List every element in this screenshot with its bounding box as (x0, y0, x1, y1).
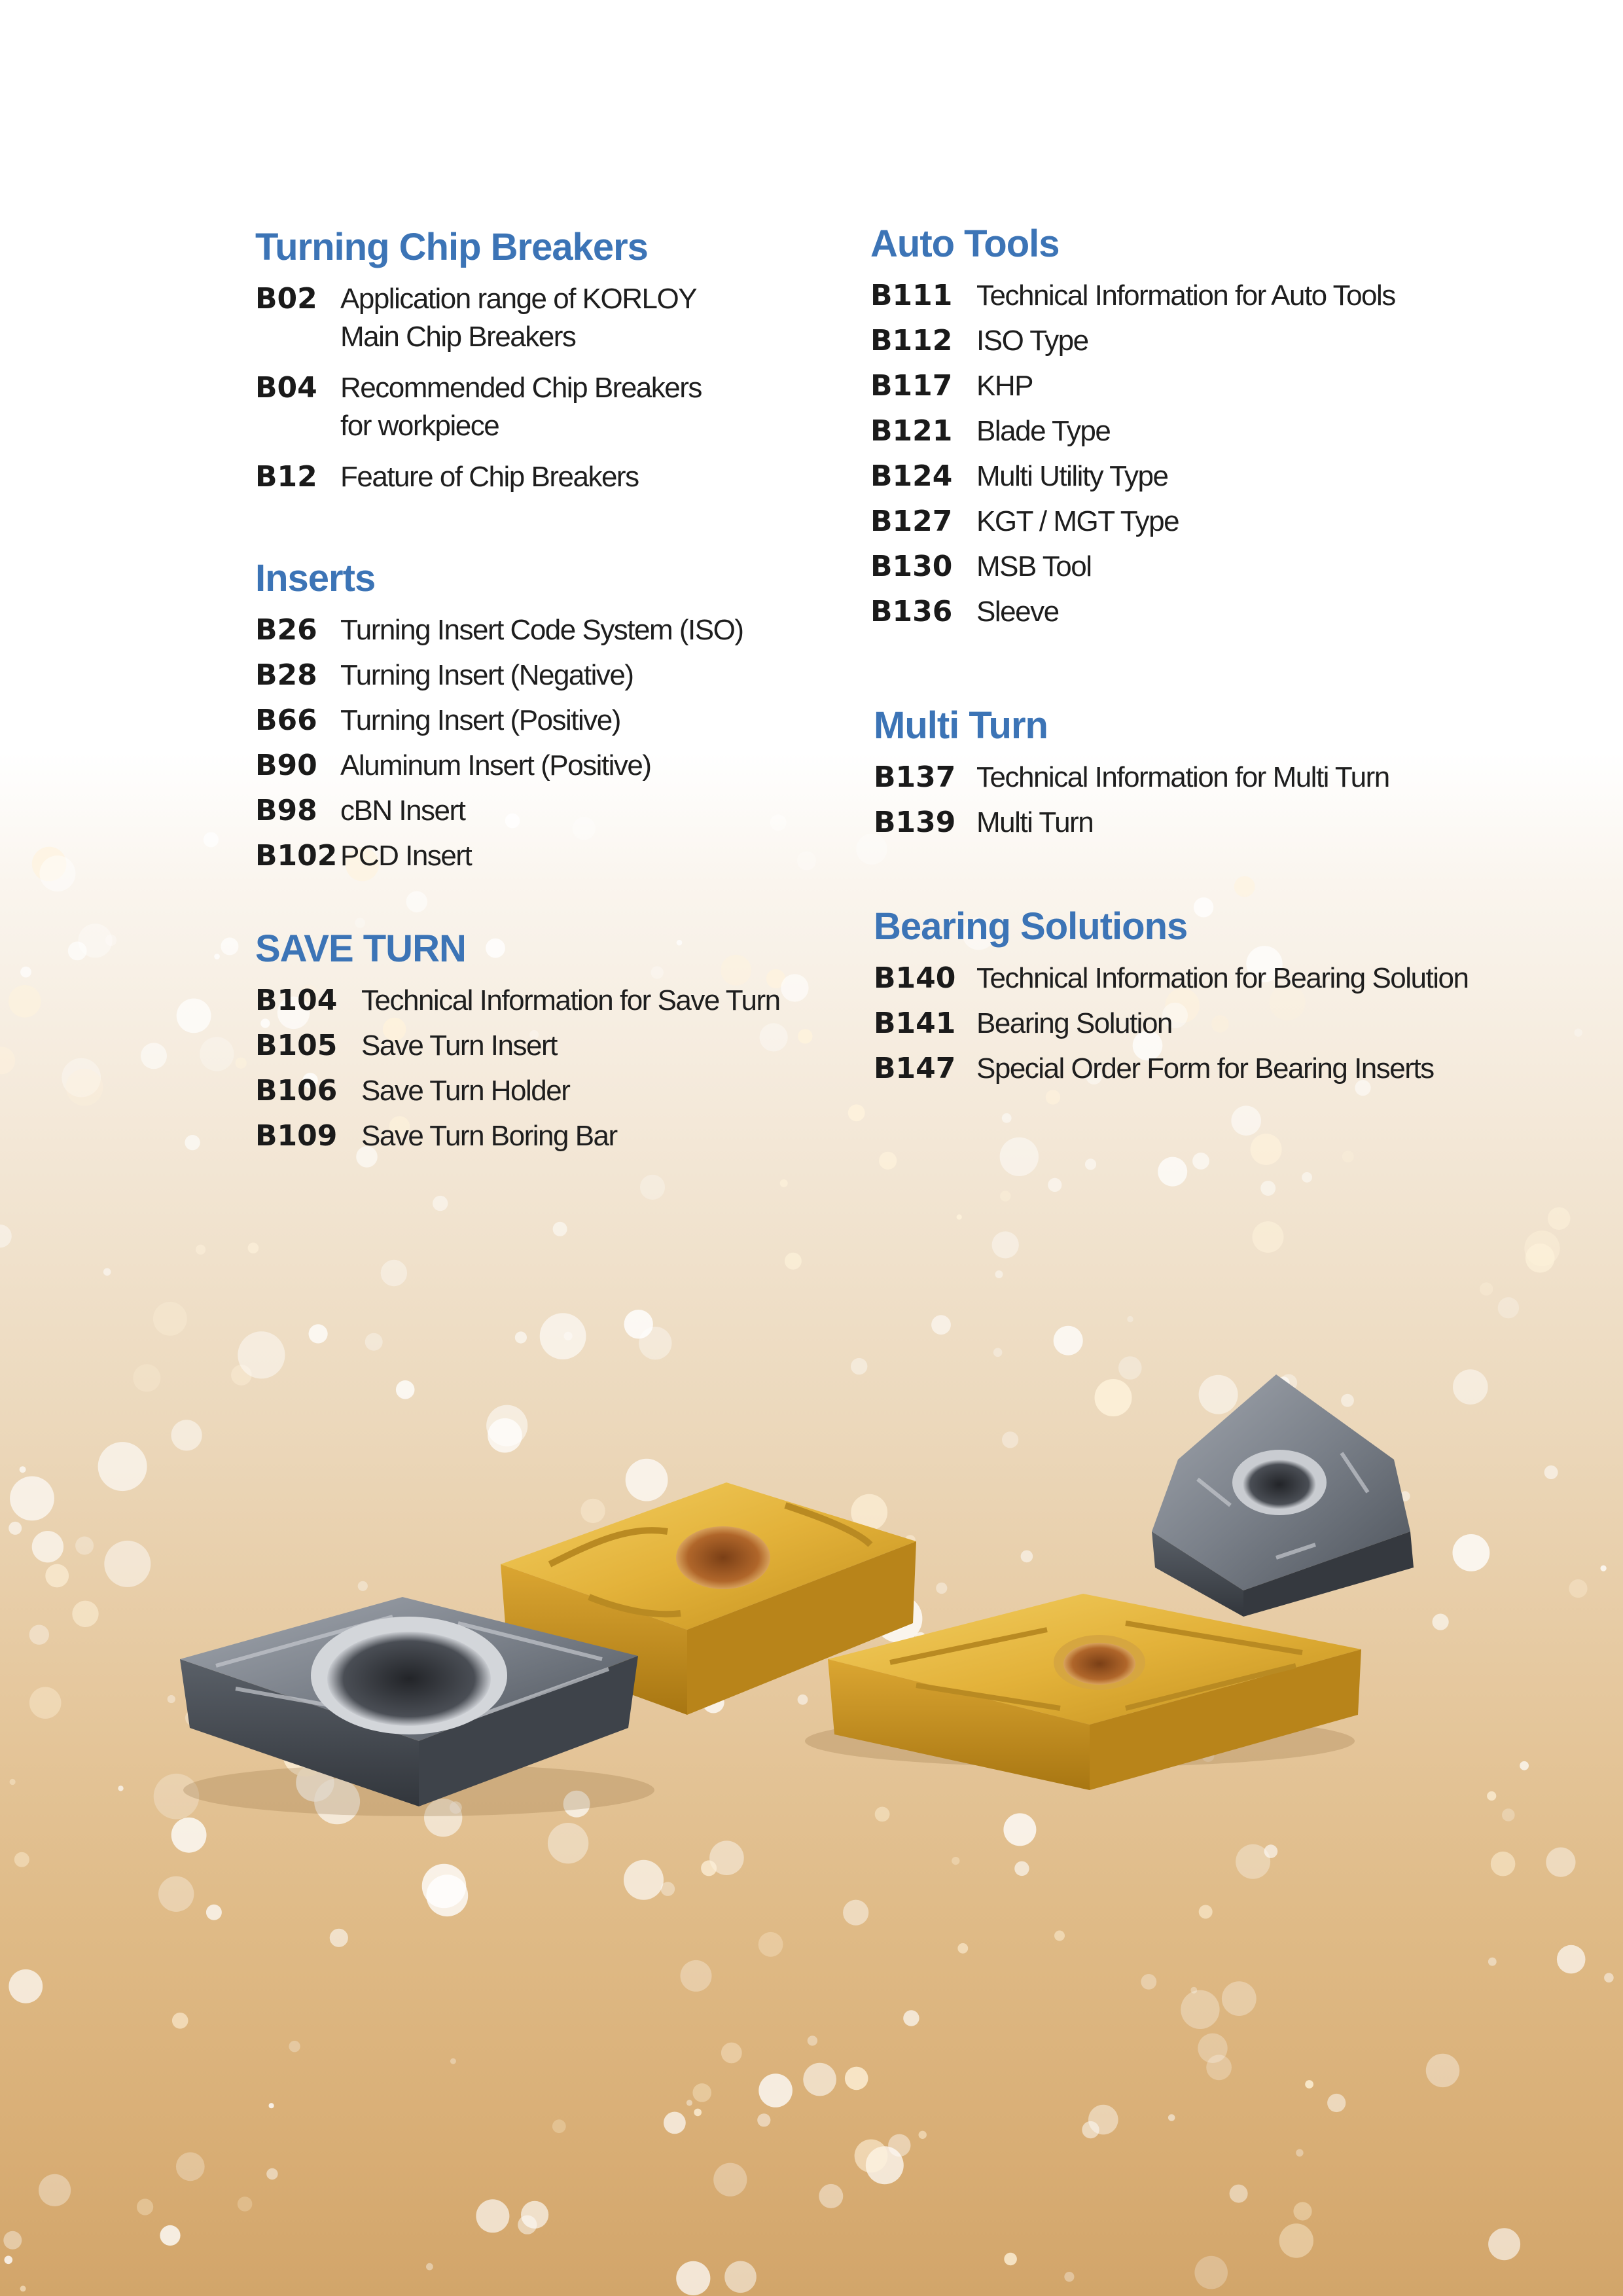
bokeh-dot (214, 954, 220, 960)
bokeh-dot (879, 1152, 897, 1170)
bokeh-dot (521, 2201, 548, 2229)
bokeh-dot (20, 967, 31, 978)
page-code: B90 (255, 748, 317, 782)
bokeh-dot (1181, 1990, 1219, 2029)
bokeh-dot (406, 891, 427, 912)
bokeh-dot (1251, 1134, 1282, 1165)
bokeh-dot (476, 2199, 509, 2233)
bokeh-dot (1231, 1105, 1261, 1136)
bokeh-dot (1048, 1178, 1061, 1192)
bokeh-dot (433, 1196, 448, 1211)
bokeh-dot (1141, 1974, 1156, 1990)
bokeh-dot (137, 2198, 153, 2215)
bokeh-dot (185, 1135, 200, 1150)
bokeh-dot (1000, 1191, 1010, 1201)
entry-label: Sleeve (976, 595, 1059, 628)
bokeh-dot (103, 1268, 111, 1276)
toc-entry[interactable] (255, 1072, 844, 1110)
bokeh-dot (426, 2263, 433, 2270)
page-code: B02 (255, 281, 317, 315)
bokeh-dot (1260, 1181, 1275, 1196)
bokeh-dot (1085, 1158, 1096, 1170)
entry-label: Special Order Form for Bearing Inserts (976, 1052, 1434, 1085)
bokeh-dot (903, 2010, 919, 2026)
bokeh-dot (931, 1315, 951, 1335)
bokeh-dot (1190, 1987, 1197, 1994)
entry-label: PCD Insert (340, 839, 472, 872)
bokeh-dot (176, 2152, 205, 2181)
section-title: Turning Chip Breakers (255, 226, 648, 268)
bokeh-dot (957, 1943, 968, 1954)
section-title: Auto Tools (870, 223, 1060, 265)
toc-entry[interactable] (255, 611, 844, 649)
entry-label: Turning Insert (Negative) (340, 658, 633, 691)
page-code: B124 (870, 459, 953, 493)
bokeh-dot (845, 2067, 868, 2090)
page-code: B104 (255, 983, 338, 1017)
bokeh-dot (5, 2256, 13, 2265)
bokeh-dot (1234, 876, 1255, 897)
bokeh-dot (1230, 2185, 1248, 2203)
toc-entry[interactable] (870, 367, 1525, 405)
toc-entry[interactable] (255, 656, 844, 694)
page-code: B127 (870, 504, 953, 538)
page-code: B136 (870, 594, 953, 628)
toc-entry[interactable] (874, 804, 1528, 842)
bokeh-dot (1488, 2228, 1520, 2260)
toc-entry[interactable] (870, 548, 1525, 586)
entry-label: Recommended Chip Breakers for workpiece (340, 371, 702, 442)
toc-entry[interactable] (255, 280, 844, 356)
bokeh-dot (692, 2083, 711, 2102)
toc-entry[interactable] (255, 792, 844, 830)
bokeh-dot (269, 2103, 274, 2108)
page-code: B121 (870, 414, 953, 448)
bokeh-dot (78, 924, 112, 958)
bokeh-dot (221, 937, 238, 955)
bokeh-dot (1253, 1221, 1284, 1253)
bokeh-dot (141, 1043, 167, 1069)
toc-entry[interactable] (874, 1005, 1561, 1043)
entry-label: ISO Type (976, 324, 1088, 357)
cutting-inserts-illustration (0, 1342, 1623, 1865)
toc-entry[interactable] (870, 593, 1525, 631)
entry-label: Save Turn Holder (361, 1074, 570, 1107)
bokeh-dot (552, 2119, 566, 2133)
entry-label: Feature of Chip Breakers (340, 460, 639, 493)
entry-label: KHP (976, 369, 1033, 402)
grey-trigon-insert (1152, 1374, 1414, 1617)
page-code: B26 (255, 613, 317, 647)
entry-label: Multi Utility Type (976, 459, 1168, 492)
bokeh-dot (992, 1231, 1019, 1258)
bokeh-dot (153, 1302, 187, 1336)
bokeh-dot (1198, 2034, 1227, 2063)
bokeh-dot (1293, 2202, 1311, 2220)
entry-label: KGT / MGT Type (976, 505, 1179, 537)
bokeh-dot (236, 1058, 247, 1069)
bokeh-dot (1194, 2256, 1228, 2289)
section-save-turn (255, 928, 844, 1162)
bokeh-dot (1000, 1138, 1039, 1176)
bokeh-dot (758, 2073, 793, 2108)
bokeh-dot (803, 2063, 836, 2096)
bokeh-dot (158, 1876, 194, 1912)
entry-label: Turning Insert Code System (ISO) (340, 613, 743, 646)
page-code: B137 (874, 760, 956, 794)
entry-label: Blade Type (976, 414, 1111, 447)
bokeh-dot (919, 2131, 927, 2139)
bokeh-dot (204, 832, 219, 847)
toc-entry[interactable] (255, 702, 844, 740)
section-auto-tools (870, 223, 1525, 638)
bokeh-dot (3, 2231, 22, 2250)
bokeh-dot (694, 2109, 702, 2117)
toc-entry[interactable] (870, 322, 1525, 360)
entry-label: Technical Information for Save Turn (361, 984, 780, 1016)
bokeh-dot (422, 1864, 467, 1909)
toc-entry[interactable] (255, 458, 844, 496)
bokeh-dot (843, 1900, 868, 1926)
toc-entry[interactable] (255, 369, 844, 445)
bokeh-dot (1296, 2149, 1303, 2157)
bokeh-dot (1302, 1172, 1312, 1183)
entry-label: Multi Turn (976, 806, 1094, 838)
entry-label: Application range of KORLOY Main Chip Breakers (340, 282, 697, 353)
page-code: B28 (255, 658, 317, 692)
bokeh-dot (995, 1270, 1003, 1278)
bokeh-dot (1088, 2105, 1118, 2135)
page-code: B140 (874, 961, 956, 995)
bokeh-dot (355, 918, 365, 928)
bokeh-dot (758, 1932, 783, 1957)
bokeh-dot (724, 2261, 757, 2293)
toc-entry[interactable] (255, 1027, 844, 1065)
page-code: B12 (255, 459, 317, 493)
bokeh-dot (1222, 1981, 1257, 2016)
entry-label: Aluminum Insert (Positive) (340, 749, 651, 781)
bokeh-dot (9, 1969, 43, 2003)
toc-entry[interactable] (874, 759, 1528, 797)
bokeh-dot (1548, 1207, 1571, 1230)
page-code: B109 (255, 1119, 338, 1153)
bokeh-dot (289, 2041, 300, 2052)
bokeh-dot (206, 1905, 222, 1920)
bokeh-dot (1168, 2114, 1175, 2121)
bokeh-dot (39, 855, 75, 891)
bokeh-dot (848, 1104, 865, 1121)
bokeh-dot (624, 1860, 664, 1900)
toc-entry[interactable] (870, 412, 1525, 450)
toc-entry[interactable] (874, 1050, 1561, 1088)
bokeh-dot (200, 1037, 234, 1071)
entry-label: Save Turn Insert (361, 1029, 557, 1062)
bokeh-dot (266, 2168, 277, 2179)
bokeh-dot (381, 1260, 407, 1286)
page-code: B111 (870, 278, 953, 312)
bokeh-dot (553, 1222, 567, 1236)
toc-entry[interactable] (255, 837, 844, 875)
section-title: Multi Turn (874, 704, 1048, 747)
bokeh-dot (330, 1929, 348, 1947)
bokeh-dot (248, 1243, 259, 1254)
bokeh-dot (1158, 1157, 1187, 1187)
bokeh-dot (1426, 2054, 1459, 2087)
bokeh-dot (1004, 2253, 1017, 2266)
bokeh-dot (1002, 1113, 1012, 1123)
page-code: B139 (874, 805, 956, 839)
bokeh-dot (196, 1245, 205, 1255)
bokeh-dot (681, 1960, 712, 1992)
section-title: Bearing Solutions (874, 905, 1188, 948)
bokeh-dot (9, 985, 41, 1018)
section-title: Inserts (255, 557, 376, 600)
section-turning-chip-breakers (255, 226, 844, 503)
bokeh-dot (713, 2163, 747, 2197)
page-code: B112 (870, 323, 953, 357)
page-code: B141 (874, 1006, 956, 1040)
toc-entry[interactable] (255, 747, 844, 785)
bokeh-dot (20, 2286, 26, 2291)
page-code: B117 (870, 368, 953, 403)
entry-label: Save Turn Boring Bar (361, 1119, 617, 1152)
bokeh-dot (855, 2140, 888, 2173)
page-code: B147 (874, 1051, 956, 1085)
bokeh-dot (1199, 1905, 1213, 1919)
toc-entry[interactable] (870, 503, 1525, 541)
bokeh-dot (0, 1225, 12, 1247)
bokeh-dot (0, 1047, 15, 1074)
bokeh-dot (1054, 1931, 1065, 1941)
bokeh-dot (757, 2113, 770, 2126)
bokeh-dot (177, 999, 211, 1033)
page-code: B66 (255, 703, 317, 737)
entry-label: Technical Information for Multi Turn (976, 761, 1389, 793)
toc-entry[interactable] (874, 960, 1561, 997)
toc-entry[interactable] (870, 277, 1525, 315)
bokeh-dot (172, 2013, 188, 2029)
bokeh-dot (1127, 1316, 1133, 1322)
bokeh-dot (309, 1324, 328, 1343)
bokeh-dot (160, 2225, 180, 2246)
page-code: B105 (255, 1028, 338, 1062)
bokeh-dot (1557, 1945, 1586, 1974)
section-inserts (255, 558, 844, 882)
bokeh-dot (1342, 1151, 1354, 1162)
bokeh-dot (1604, 1973, 1614, 1982)
section-multi-turn (874, 705, 1528, 849)
section-title: SAVE TURN (255, 927, 466, 970)
entry-label: Technical Information for Bearing Solution (976, 961, 1469, 994)
bokeh-dot (624, 1310, 653, 1338)
bokeh-dot (238, 2197, 253, 2212)
bokeh-dot (1192, 1153, 1209, 1170)
page-code: B102 (255, 838, 338, 872)
bokeh-dot (1327, 2094, 1346, 2112)
toc-entry[interactable] (255, 982, 844, 1020)
bokeh-dot (785, 1253, 802, 1270)
bokeh-dot (888, 2134, 910, 2157)
entry-label: cBN Insert (340, 794, 465, 827)
bokeh-dot (957, 1214, 962, 1219)
bokeh-dot (1524, 1230, 1560, 1266)
bokeh-dot (676, 2261, 710, 2295)
bokeh-dot (661, 1882, 675, 1896)
bokeh-dot (1064, 2272, 1074, 2282)
bokeh-dot (66, 1069, 103, 1106)
bokeh-dot (1279, 2223, 1313, 2257)
entry-label: Bearing Solution (976, 1007, 1172, 1039)
bokeh-dot (780, 1179, 788, 1187)
entry-label: Turning Insert (Positive) (340, 704, 620, 736)
bokeh-dot (664, 2112, 686, 2134)
entry-label: Technical Information for Auto Tools (976, 279, 1395, 312)
page-code: B130 (870, 549, 953, 583)
bokeh-dot (1488, 1958, 1497, 1966)
toc-entry[interactable] (255, 1117, 844, 1155)
section-bearing-solutions (874, 906, 1561, 1095)
bokeh-dot (640, 1175, 665, 1200)
bokeh-dot (1575, 1029, 1582, 1037)
bokeh-dot (1480, 1282, 1493, 1295)
page-code: B04 (255, 370, 317, 404)
bokeh-dot (721, 2043, 742, 2064)
bokeh-dot (450, 2058, 456, 2064)
entry-label: MSB Tool (976, 550, 1092, 583)
page-code: B98 (255, 793, 317, 827)
bokeh-dot (687, 2100, 692, 2106)
bokeh-dot (39, 2174, 71, 2206)
bokeh-dot (808, 2036, 817, 2045)
bokeh-dot (1498, 1297, 1519, 1318)
toc-entry[interactable] (870, 457, 1525, 495)
bokeh-dot (1305, 2080, 1313, 2089)
bokeh-dot (819, 2184, 843, 2208)
page-code: B106 (255, 1073, 338, 1107)
